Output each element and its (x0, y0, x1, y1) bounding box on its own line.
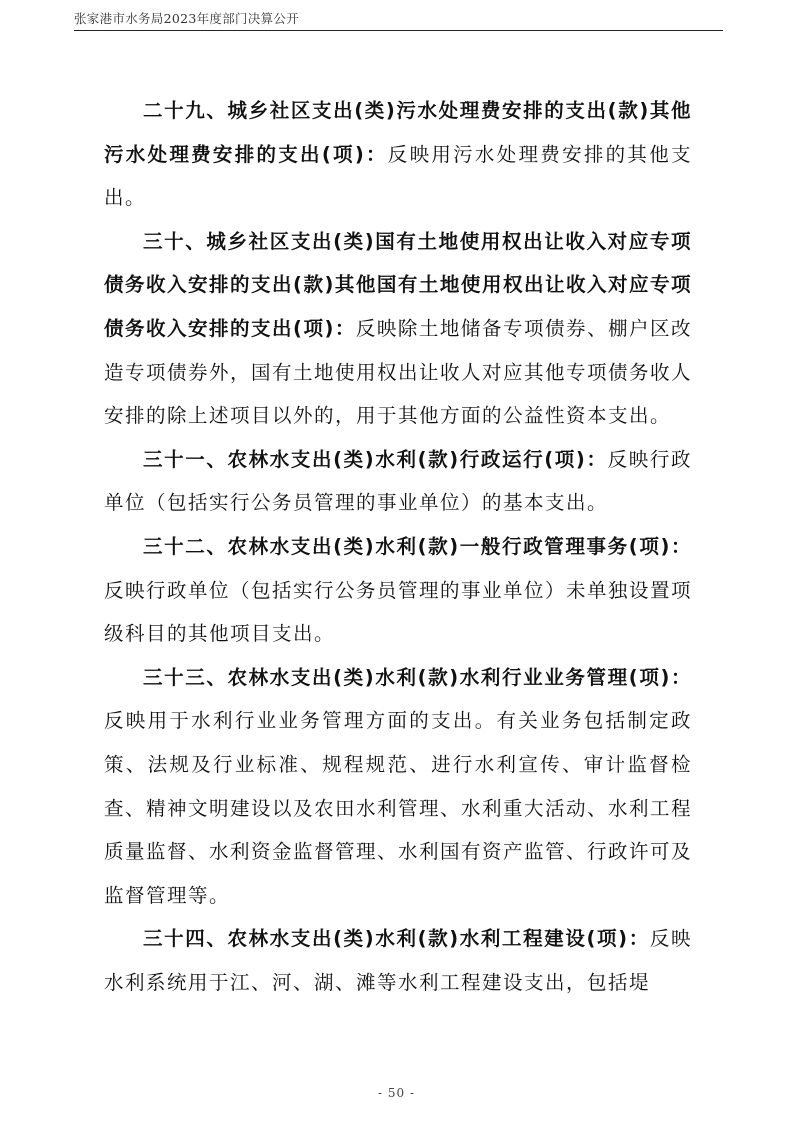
section-34-term: 三十四、农林水支出(类)水利(款)水利工程建设(项)： (143, 927, 650, 951)
section-32-term: 三十二、农林水支出(类)水利(款)一般行政管理事务(项)： (143, 534, 692, 558)
section-33 (104, 656, 692, 918)
section-33-desc: 反映用于水利行业业务管理方面的支出。有关业务包括制定政策、法规及行业标准、规程规范、进行水利宣传、审计监督检查、精神文明建设以及农田水利管理、水利重大活动、水利工程质量监督、水利资金监督管理、水利国有资产监管、行政许可及监督管理等。 (104, 709, 693, 907)
section-32-desc: 反映行政单位（包括实行公务员管理的事业单位）未单独设置项级科目的其他项目支出。 (104, 578, 693, 646)
section-29 (104, 89, 692, 220)
section-29-term: 二十九、城乡社区支出(类)污水处理费安排的支出(款)其他污水处理费安排的支出(项)： (104, 99, 692, 166)
section-33-term: 三十三、农林水支出(类)水利(款)水利行业业务管理(项)： (143, 665, 692, 689)
section-31 (104, 438, 692, 525)
document-body (104, 89, 692, 1004)
section-30-term: 三十、城乡社区支出(类)国有土地使用权出让收入对应专项债务收入安排的支出(款)其他国有土地使用权出让收入对应专项债务收入安排的支出(项)： (104, 229, 692, 340)
section-31-desc: 反映行政单位（包括实行公务员管理的事业单位）的基本支出。 (104, 447, 692, 515)
page-number: - 50 - (377, 1086, 415, 1100)
section-29-desc: 反映用污水处理费安排的其他支出。 (104, 142, 692, 210)
section-30-desc: 反映除土地储备专项债券、棚户区改造专项债券外，国有土地使用权出让收人对应其他专项债务收人安排的除上述项目以外的，用于其他方面的公益性资本支出。 (104, 316, 693, 428)
section-34-desc: 反映水利系统用于江、河、湖、滩等水利工程建设支出，包括堤 (104, 927, 692, 994)
section-30 (104, 220, 692, 438)
section-32 (104, 525, 692, 656)
section-31-term: 三十一、农林水支出(类)水利(款)行政运行(项)： (143, 447, 608, 471)
page-header: 张家港市水务局2023年度部门决算公开 (74, 10, 723, 31)
section-34 (104, 917, 692, 1004)
